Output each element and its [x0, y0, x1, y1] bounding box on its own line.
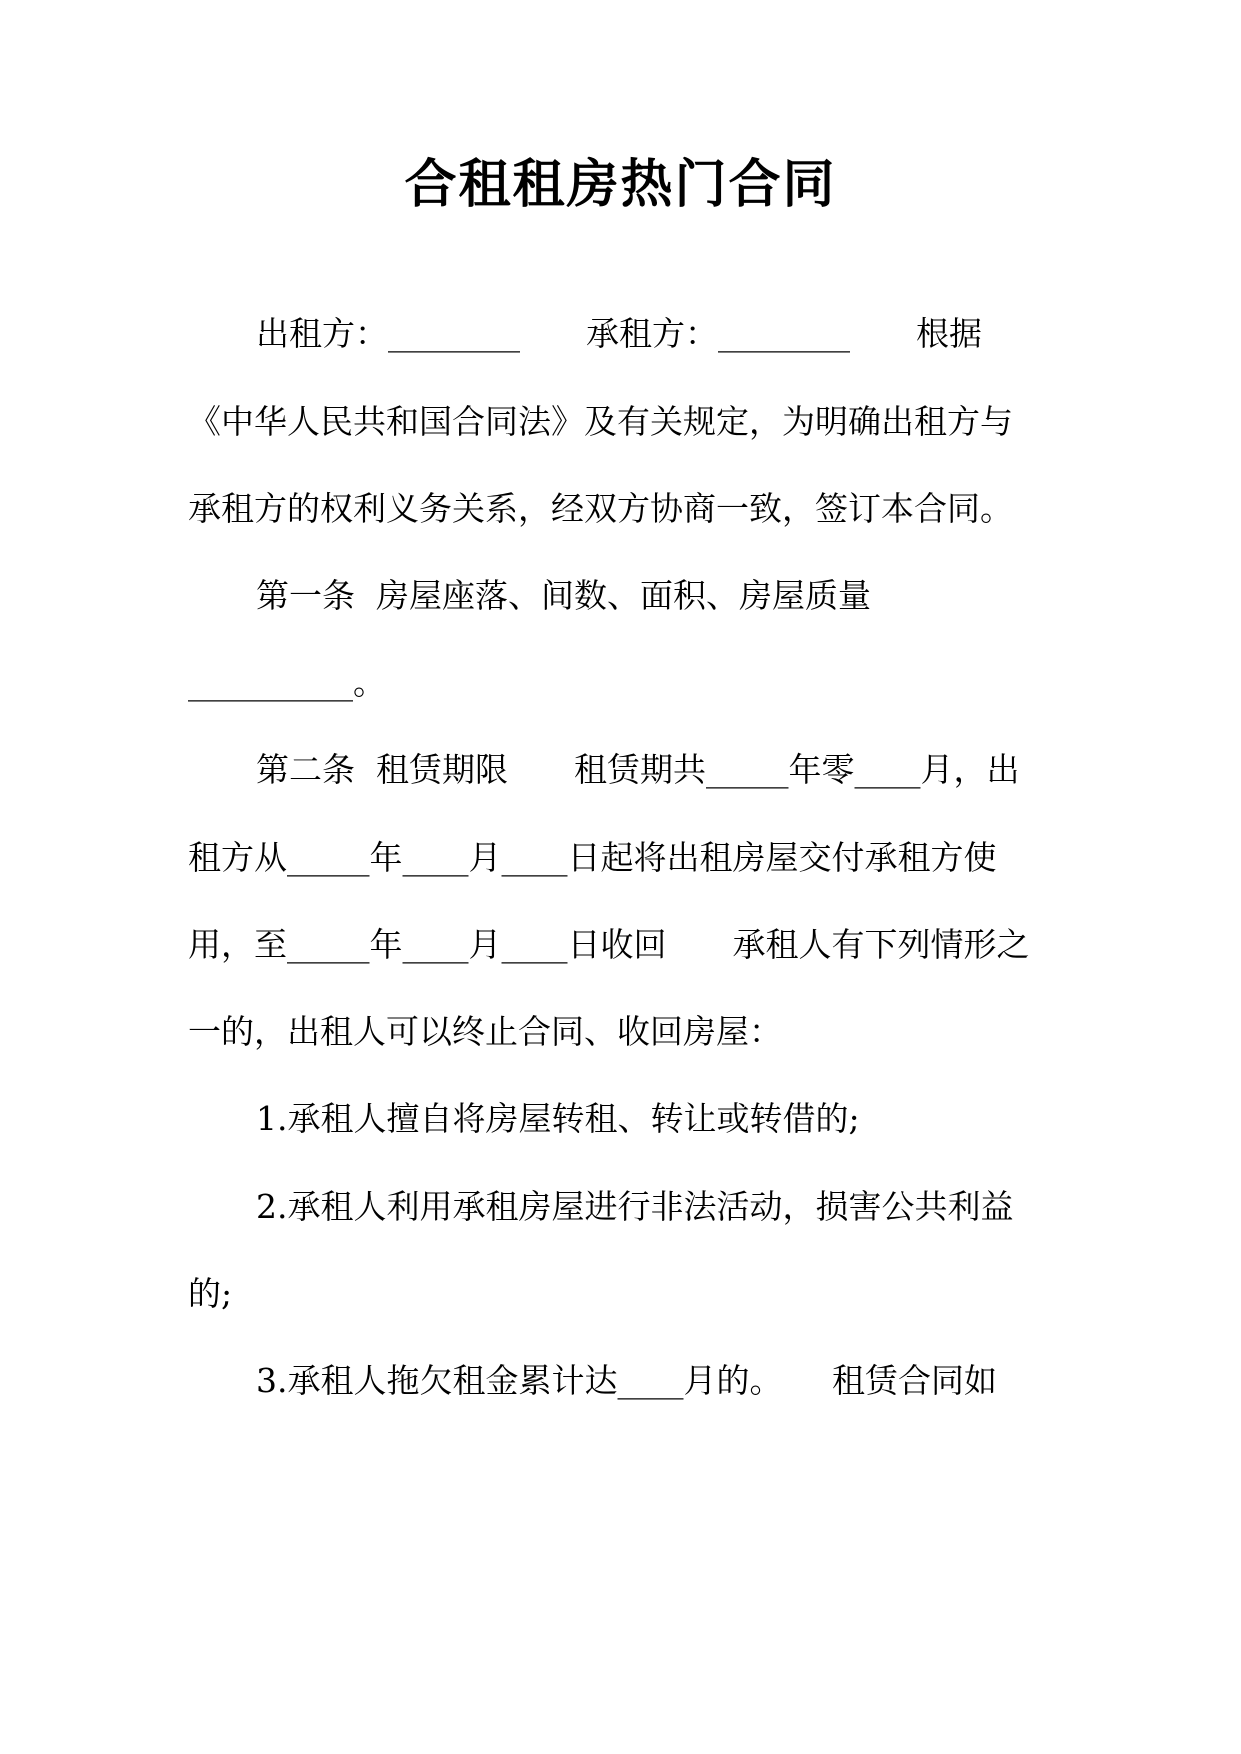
- paragraph-line: 租方从_____年____月____日起将出租房屋交付承租方使: [188, 838, 997, 877]
- document-title: 合租租房热门合同: [404, 154, 837, 215]
- paragraph-line: 的;: [188, 1274, 233, 1313]
- paragraph-line: 第一条 房屋座落、间数、面积、房屋质量: [256, 576, 871, 615]
- paragraph-line: 出租方：________ 承租方：________ 根据: [256, 314, 982, 353]
- paragraph-line: 用，至_____年____月____日收回 承租人有下列情形之: [188, 925, 1030, 964]
- paragraph-line: 3.承租人拖欠租金累计达____月的。 租赁合同如: [256, 1361, 997, 1400]
- paragraph-line: 1.承租人擅自将房屋转租、转让或转借的;: [256, 1099, 860, 1138]
- paragraph-line: 第二条 租赁期限 租赁期共_____年零____月，出: [256, 750, 1020, 789]
- paragraph-line: __________。: [188, 663, 386, 702]
- paragraph-line: 承租方的权利义务关系，经双方协商一致，签订本合同。: [188, 489, 1013, 528]
- paragraph-line: 《中华人民共和国合同法》及有关规定，为明确出租方与: [188, 402, 1013, 441]
- paragraph-line: 一的，出租人可以终止合同、收回房屋：: [188, 1012, 782, 1051]
- paragraph-line: 2.承租人利用承租房屋进行非法活动，损害公共利益: [256, 1187, 1014, 1226]
